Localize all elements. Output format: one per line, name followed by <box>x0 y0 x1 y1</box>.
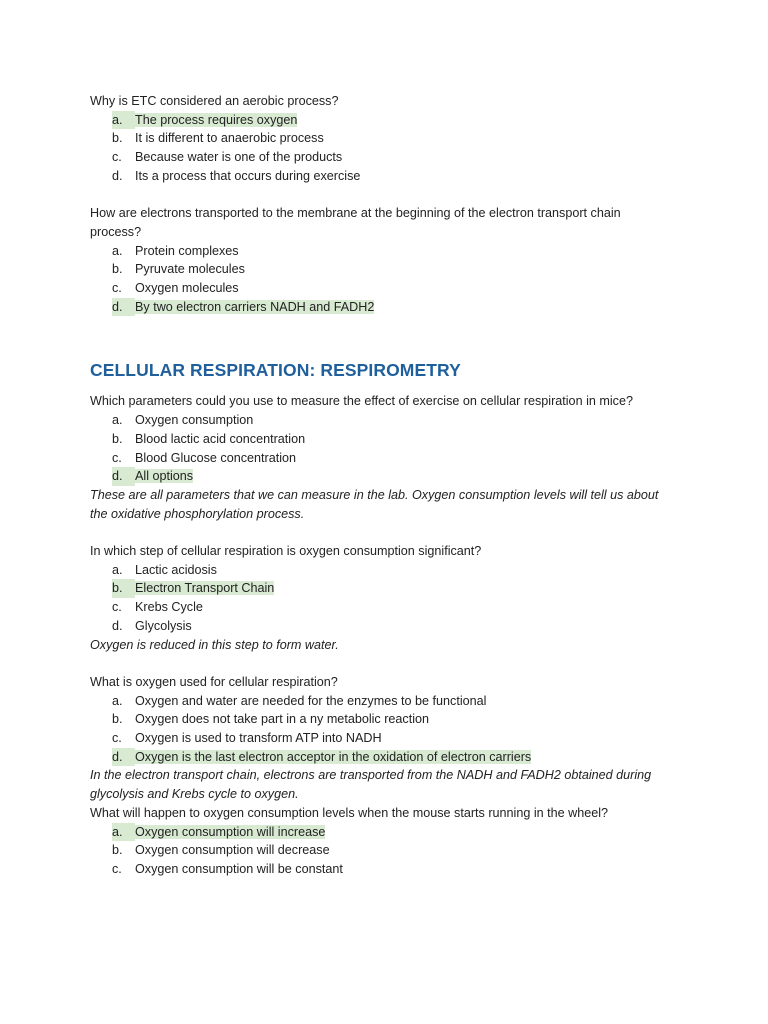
answer-option <box>90 260 730 279</box>
answer-option <box>90 579 730 598</box>
answer-option <box>90 242 730 261</box>
option-letter: b. <box>112 843 123 858</box>
option-text: By two electron carriers NADH and FADH2 <box>135 299 375 314</box>
section-heading: CELLULAR RESPIRATION: RESPIROMETRY <box>90 360 461 381</box>
question-text: How are electrons transported to the membrane at the beginning of the electron transport chain process? <box>90 206 621 239</box>
answer-options <box>90 242 730 317</box>
answer-explanation: Oxygen is reduced in this step to form water. <box>90 637 339 652</box>
question-text: Which parameters could you use to measure the effect of exercise on cellular respiration in mice? <box>90 394 633 409</box>
option-letter: c. <box>112 861 122 876</box>
answer-explanation: These are all parameters that we can measure in the lab. Oxygen consumption levels will tell us about the oxidative phosphorylation process. <box>90 487 659 521</box>
option-text: Oxygen molecules <box>135 281 239 296</box>
option-text: Glycolysis <box>135 618 192 633</box>
option-letter: b. <box>112 431 123 446</box>
answer-option <box>90 617 730 636</box>
answer-option <box>90 279 730 298</box>
option-text: Oxygen consumption <box>135 413 254 428</box>
answer-option <box>90 129 730 148</box>
answer-option <box>90 561 730 580</box>
option-text: Oxygen consumption will be constant <box>135 861 343 876</box>
spacer <box>90 654 730 673</box>
answer-option <box>90 467 730 486</box>
option-text: Blood Glucose concentration <box>135 450 297 465</box>
option-letter: a. <box>112 562 123 577</box>
spacer <box>90 186 730 205</box>
answer-options <box>90 411 730 486</box>
answer-option <box>90 841 730 860</box>
answer-option <box>90 167 730 186</box>
answer-option <box>90 449 730 468</box>
option-text: Oxygen consumption will increase <box>135 824 326 839</box>
answer-option <box>90 860 730 879</box>
option-text: Oxygen consumption will decrease <box>135 843 330 858</box>
option-letter: b. <box>112 262 123 277</box>
option-text: Krebs Cycle <box>135 600 203 615</box>
option-text: Oxygen is used to transform ATP into NADH <box>135 731 382 746</box>
answer-option <box>90 598 730 617</box>
option-letter: a. <box>112 693 123 708</box>
question-text: In which step of cellular respiration is oxygen consumption significant? <box>90 544 482 559</box>
option-text: Oxygen and water are needed for the enzymes to be functional <box>135 693 487 708</box>
option-letter: a. <box>112 823 135 842</box>
option-letter: c. <box>112 150 122 165</box>
answer-option <box>90 111 730 130</box>
question-text: What will happen to oxygen consumption levels when the mouse starts running in the wheel? <box>90 805 609 820</box>
option-text: Blood lactic acid concentration <box>135 431 306 446</box>
option-letter: a. <box>112 413 123 428</box>
answer-options <box>90 111 730 186</box>
option-text: All options <box>135 469 194 484</box>
answer-options <box>90 561 730 636</box>
question-text: What is oxygen used for cellular respiration? <box>90 674 338 689</box>
option-text: Its a process that occurs during exercise <box>135 168 361 183</box>
option-text: The process requires oxygen <box>135 112 298 127</box>
option-text: It is different to anaerobic process <box>135 131 324 146</box>
option-letter: d. <box>112 298 135 317</box>
option-letter: c. <box>112 281 122 296</box>
option-letter: c. <box>112 450 122 465</box>
option-text: Protein complexes <box>135 243 239 258</box>
question-text: Why is ETC considered an aerobic process? <box>90 94 339 108</box>
option-text: Lactic acidosis <box>135 562 217 577</box>
answer-option <box>90 710 730 729</box>
answer-option <box>90 298 730 317</box>
spacer <box>90 523 730 542</box>
option-letter: a. <box>112 111 135 130</box>
option-letter: d. <box>112 748 135 767</box>
answer-option <box>90 692 730 711</box>
option-letter: b. <box>112 712 123 727</box>
option-letter: c. <box>112 600 122 615</box>
option-text: Oxygen is the last electron acceptor in the oxidation of electron carriers <box>135 749 532 764</box>
option-text: Oxygen does not take part in a ny metabolic reaction <box>135 712 430 727</box>
answer-option <box>90 729 730 748</box>
answer-option <box>90 148 730 167</box>
answer-options <box>90 692 730 767</box>
document-page <box>90 92 730 879</box>
option-letter: c. <box>112 731 122 746</box>
answer-option <box>90 411 730 430</box>
answer-options <box>90 823 730 879</box>
option-text: Because water is one of the products <box>135 150 343 165</box>
answer-option <box>90 823 730 842</box>
answer-option <box>90 430 730 449</box>
option-letter: d. <box>112 618 123 633</box>
option-text: Electron Transport Chain <box>135 581 275 596</box>
answer-explanation: In the electron transport chain, electrons are transported from the NADH and FADH2 obtained during glycolysis and Krebs cycle to oxygen. <box>90 768 652 802</box>
option-text: Pyruvate molecules <box>135 262 245 277</box>
option-letter: d. <box>112 467 135 486</box>
answer-option <box>90 748 730 767</box>
option-letter: b. <box>112 131 123 146</box>
option-letter: a. <box>112 243 123 258</box>
option-letter: d. <box>112 168 123 183</box>
option-letter: b. <box>112 579 135 598</box>
